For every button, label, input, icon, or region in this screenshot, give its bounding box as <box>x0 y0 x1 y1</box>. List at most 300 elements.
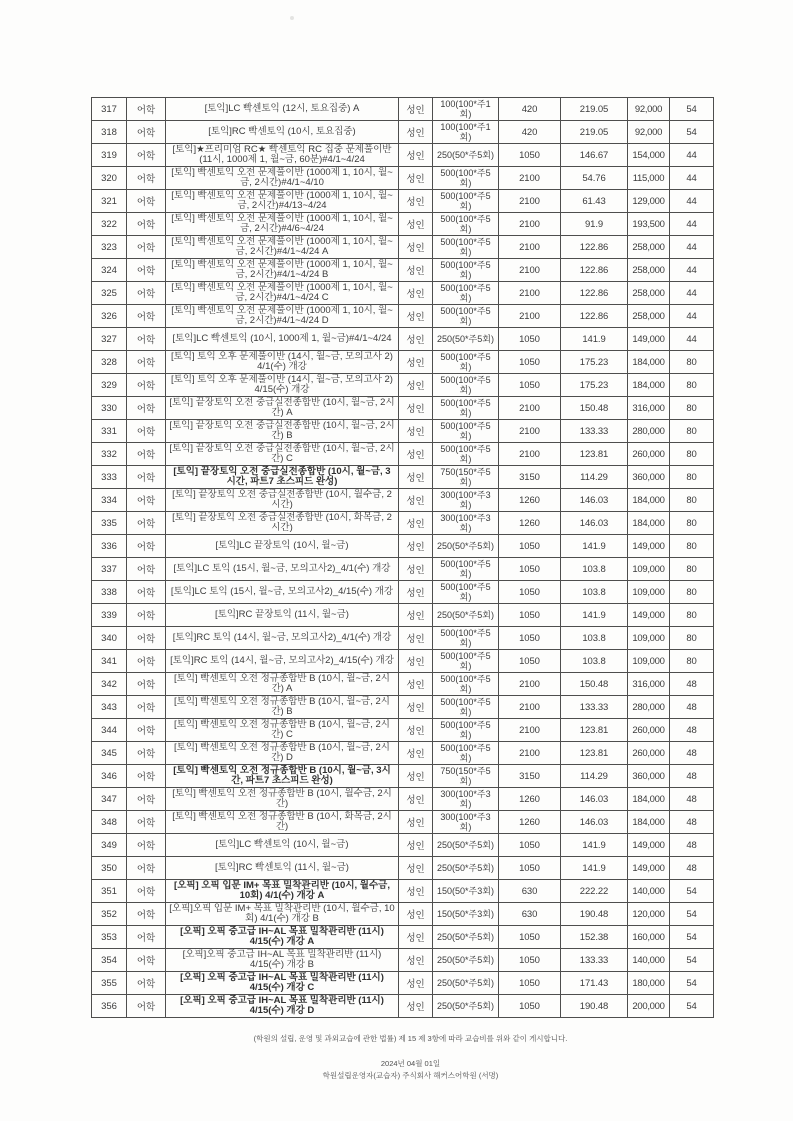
cell-no: 321 <box>92 190 127 213</box>
course-row <box>92 811 714 834</box>
cell-category: 어학 <box>127 512 166 535</box>
cell-name: [오픽]오픽 입문 IM+ 목표 밀착관리반 (10시, 월수금, 10회) 4/1(수) 개강 B <box>166 903 399 926</box>
cell-target: 성인 <box>399 466 433 489</box>
cell-target: 성인 <box>399 420 433 443</box>
cell-capacity: 48 <box>670 719 714 742</box>
cell-hours: 250(50*주5회) <box>433 995 499 1018</box>
cell-capacity: 44 <box>670 190 714 213</box>
cell-hours: 500(100*주5회) <box>433 351 499 374</box>
cell-name: [토익] 빡센토익 오전 정규종합반 B (10시, 월~금, 2시간) D <box>166 742 399 765</box>
cell-name: [토익] 끝장토익 오전 중급실전종합반 (10시, 월~금, 2시간) A <box>166 397 399 420</box>
cell-capacity: 44 <box>670 259 714 282</box>
cell-hours: 500(100*주5회) <box>433 213 499 236</box>
cell-no: 338 <box>92 581 127 604</box>
cell-rate: 146.03 <box>561 512 628 535</box>
cell-total: 1260 <box>499 512 561 535</box>
cell-target: 성인 <box>399 604 433 627</box>
cell-no: 339 <box>92 604 127 627</box>
cell-rate: 190.48 <box>561 995 628 1018</box>
cell-category: 어학 <box>127 972 166 995</box>
cell-hours: 500(100*주5회) <box>433 443 499 466</box>
cell-capacity: 80 <box>670 374 714 397</box>
cell-capacity: 80 <box>670 420 714 443</box>
cell-target: 성인 <box>399 167 433 190</box>
cell-price: 258,000 <box>628 282 670 305</box>
cell-rate: 150.48 <box>561 397 628 420</box>
cell-target: 성인 <box>399 719 433 742</box>
cell-rate: 103.8 <box>561 627 628 650</box>
cell-category: 어학 <box>127 926 166 949</box>
cell-price: 360,000 <box>628 466 670 489</box>
cell-no: 341 <box>92 650 127 673</box>
cell-hours: 250(50*주5회) <box>433 972 499 995</box>
cell-capacity: 80 <box>670 443 714 466</box>
cell-price: 149,000 <box>628 834 670 857</box>
cell-total: 1050 <box>499 834 561 857</box>
cell-name: [토익] 빡센토익 오전 정규종합반 B (10시, 월~금, 3시간, 파트7 초스피드 완성) <box>166 765 399 788</box>
cell-category: 어학 <box>127 650 166 673</box>
cell-no: 329 <box>92 374 127 397</box>
cell-total: 1050 <box>499 926 561 949</box>
cell-hours: 500(100*주5회) <box>433 581 499 604</box>
cell-target: 성인 <box>399 144 433 167</box>
cell-rate: 122.86 <box>561 282 628 305</box>
course-row <box>92 213 714 236</box>
cell-rate: 175.23 <box>561 351 628 374</box>
cell-rate: 150.48 <box>561 673 628 696</box>
cell-total: 1260 <box>499 489 561 512</box>
cell-rate: 141.9 <box>561 535 628 558</box>
cell-target: 성인 <box>399 397 433 420</box>
cell-capacity: 44 <box>670 144 714 167</box>
cell-name: [토익] 빡센토익 오전 정규종합반 B (10시, 월~금, 2시간) B <box>166 696 399 719</box>
cell-capacity: 48 <box>670 811 714 834</box>
cell-category: 어학 <box>127 351 166 374</box>
course-row <box>92 420 714 443</box>
cell-no: 352 <box>92 903 127 926</box>
cell-rate: 222.22 <box>561 880 628 903</box>
cell-name: [오픽]오픽 중고급 IH~AL 목표 밀착관리반 (11시) 4/15(수) 개강 B <box>166 949 399 972</box>
cell-name: [토익]RC 빡센토익 (10시, 토요집중) <box>166 121 399 144</box>
cell-capacity: 54 <box>670 880 714 903</box>
cell-price: 129,000 <box>628 190 670 213</box>
cell-no: 322 <box>92 213 127 236</box>
cell-hours: 250(50*주5회) <box>433 144 499 167</box>
cell-rate: 219.05 <box>561 121 628 144</box>
cell-target: 성인 <box>399 788 433 811</box>
cell-category: 어학 <box>127 397 166 420</box>
cell-no: 354 <box>92 949 127 972</box>
cell-name: [토익]LC 토익 (15시, 월~금, 모의고사2)_4/15(수) 개강 <box>166 581 399 604</box>
cell-price: 184,000 <box>628 374 670 397</box>
cell-capacity: 54 <box>670 903 714 926</box>
course-row <box>92 857 714 880</box>
cell-target: 성인 <box>399 121 433 144</box>
cell-total: 3150 <box>499 466 561 489</box>
cell-hours: 250(50*주5회) <box>433 535 499 558</box>
cell-capacity: 80 <box>670 627 714 650</box>
cell-name: [오픽] 오픽 입문 IM+ 목표 밀착관리반 (10시, 월수금, 10회) 4/1(수) 개강 A <box>166 880 399 903</box>
cell-capacity: 54 <box>670 926 714 949</box>
cell-no: 356 <box>92 995 127 1018</box>
cell-total: 1050 <box>499 650 561 673</box>
course-row <box>92 903 714 926</box>
cell-hours: 100(100*주1회) <box>433 98 499 121</box>
cell-no: 335 <box>92 512 127 535</box>
cell-price: 160,000 <box>628 926 670 949</box>
cell-category: 어학 <box>127 535 166 558</box>
cell-price: 149,000 <box>628 857 670 880</box>
cell-no: 318 <box>92 121 127 144</box>
course-row <box>92 374 714 397</box>
cell-hours: 750(150*주5회) <box>433 765 499 788</box>
cell-name: [토익]RC 토익 (14시, 월~금, 모의고사2)_4/1(수) 개강 <box>166 627 399 650</box>
cell-no: 353 <box>92 926 127 949</box>
cell-category: 어학 <box>127 374 166 397</box>
cell-name: [토익] 토익 오후 문제풀이반 (14시, 월~금, 모의고사 2) 4/15(수) 개강 <box>166 374 399 397</box>
cell-category: 어학 <box>127 420 166 443</box>
legal-notice-text: (학원의 설립, 운영 및 과외교습에 관한 법률) 제 15 제 3항에 따라 교습비를 위와 같이 게시합니다. <box>253 1034 568 1043</box>
cell-rate: 133.33 <box>561 420 628 443</box>
cell-category: 어학 <box>127 190 166 213</box>
cell-capacity: 80 <box>670 604 714 627</box>
cell-price: 140,000 <box>628 949 670 972</box>
cell-no: 333 <box>92 466 127 489</box>
cell-rate: 146.03 <box>561 811 628 834</box>
cell-capacity: 80 <box>670 397 714 420</box>
cell-capacity: 48 <box>670 673 714 696</box>
cell-name: [토익] 빡센토익 오전 문제풀이반 (1000제 1, 10시, 월~금, 2시간)#4/1~4/10 <box>166 167 399 190</box>
cell-total: 630 <box>499 880 561 903</box>
cell-rate: 61.43 <box>561 190 628 213</box>
cell-target: 성인 <box>399 995 433 1018</box>
cell-category: 어학 <box>127 581 166 604</box>
cell-total: 420 <box>499 98 561 121</box>
cell-category: 어학 <box>127 719 166 742</box>
course-row <box>92 489 714 512</box>
cell-hours: 500(100*주5회) <box>433 696 499 719</box>
cell-name: [토익] 빡센토익 오전 문제풀이반 (1000제 1, 10시, 월~금, 2시간)#4/1~4/24 C <box>166 282 399 305</box>
cell-price: 258,000 <box>628 236 670 259</box>
cell-category: 어학 <box>127 765 166 788</box>
cell-price: 184,000 <box>628 351 670 374</box>
cell-price: 109,000 <box>628 581 670 604</box>
cell-capacity: 80 <box>670 489 714 512</box>
course-row <box>92 880 714 903</box>
cell-no: 320 <box>92 167 127 190</box>
cell-hours: 500(100*주5회) <box>433 190 499 213</box>
cell-name: [토익]LC 토익 (15시, 월~금, 모의고사2)_4/1(수) 개강 <box>166 558 399 581</box>
footer <box>14 1034 793 1080</box>
cell-category: 어학 <box>127 98 166 121</box>
cell-hours: 500(100*주5회) <box>433 397 499 420</box>
cell-total: 630 <box>499 903 561 926</box>
cell-no: 349 <box>92 834 127 857</box>
cell-capacity: 80 <box>670 535 714 558</box>
posting-date: 2024년 04월 01일 <box>380 1059 441 1068</box>
cell-price: 258,000 <box>628 305 670 328</box>
cell-category: 어학 <box>127 489 166 512</box>
cell-price: 120,000 <box>628 903 670 926</box>
cell-capacity: 44 <box>670 282 714 305</box>
course-row <box>92 788 714 811</box>
cell-name: [오픽] 오픽 중고급 IH~AL 목표 밀착관리반 (11시) 4/15(수) 개강 A <box>166 926 399 949</box>
cell-total: 1050 <box>499 535 561 558</box>
cell-hours: 500(100*주5회) <box>433 259 499 282</box>
cell-hours: 500(100*주5회) <box>433 650 499 673</box>
cell-capacity: 48 <box>670 696 714 719</box>
cell-capacity: 48 <box>670 765 714 788</box>
course-row <box>92 926 714 949</box>
cell-capacity: 80 <box>670 650 714 673</box>
cell-hours: 500(100*주5회) <box>433 167 499 190</box>
cell-price: 149,000 <box>628 535 670 558</box>
cell-price: 149,000 <box>628 604 670 627</box>
cell-total: 2100 <box>499 213 561 236</box>
cell-hours: 150(50*주3회) <box>433 903 499 926</box>
cell-price: 316,000 <box>628 673 670 696</box>
cell-no: 347 <box>92 788 127 811</box>
course-row <box>92 512 714 535</box>
cell-capacity: 48 <box>670 857 714 880</box>
cell-rate: 103.8 <box>561 581 628 604</box>
cell-category: 어학 <box>127 811 166 834</box>
cell-total: 2100 <box>499 443 561 466</box>
cell-capacity: 54 <box>670 995 714 1018</box>
cell-target: 성인 <box>399 673 433 696</box>
cell-name: [토익] 토익 오후 문제풀이반 (14시, 월~금, 모의고사 2) 4/1(수) 개강 <box>166 351 399 374</box>
cell-category: 어학 <box>127 558 166 581</box>
cell-target: 성인 <box>399 351 433 374</box>
cell-total: 2100 <box>499 282 561 305</box>
cell-target: 성인 <box>399 190 433 213</box>
cell-hours: 500(100*주5회) <box>433 719 499 742</box>
cell-price: 316,000 <box>628 397 670 420</box>
course-row <box>92 535 714 558</box>
cell-price: 149,000 <box>628 328 670 351</box>
cell-name: [토익]LC 빡센토익 (12시, 토요집중) A <box>166 98 399 121</box>
cell-name: [토익] 빡센토익 오전 문제풀이반 (1000제 1, 10시, 월~금, 2시간)#4/6~4/24 <box>166 213 399 236</box>
cell-total: 2100 <box>499 696 561 719</box>
cell-no: 355 <box>92 972 127 995</box>
cell-capacity: 80 <box>670 351 714 374</box>
cell-no: 350 <box>92 857 127 880</box>
cell-category: 어학 <box>127 696 166 719</box>
cell-rate: 103.8 <box>561 558 628 581</box>
cell-rate: 141.9 <box>561 328 628 351</box>
cell-target: 성인 <box>399 98 433 121</box>
course-row <box>92 673 714 696</box>
cell-hours: 750(150*주5회) <box>433 466 499 489</box>
course-row <box>92 121 714 144</box>
cell-total: 1050 <box>499 604 561 627</box>
cell-no: 351 <box>92 880 127 903</box>
cell-rate: 146.67 <box>561 144 628 167</box>
cell-category: 어학 <box>127 903 166 926</box>
cell-price: 154,000 <box>628 144 670 167</box>
cell-capacity: 44 <box>670 328 714 351</box>
cell-category: 어학 <box>127 880 166 903</box>
cell-category: 어학 <box>127 834 166 857</box>
cell-capacity: 80 <box>670 581 714 604</box>
cell-no: 340 <box>92 627 127 650</box>
cell-category: 어학 <box>127 443 166 466</box>
cell-no: 332 <box>92 443 127 466</box>
cell-rate: 190.48 <box>561 903 628 926</box>
cell-no: 319 <box>92 144 127 167</box>
course-row <box>92 236 714 259</box>
cell-capacity: 44 <box>670 167 714 190</box>
cell-rate: 123.81 <box>561 719 628 742</box>
cell-no: 337 <box>92 558 127 581</box>
cell-total: 1050 <box>499 581 561 604</box>
cell-rate: 103.8 <box>561 650 628 673</box>
cell-price: 184,000 <box>628 811 670 834</box>
cell-name: [토익]LC 빡센토익 (10시, 월~금) <box>166 834 399 857</box>
cell-target: 성인 <box>399 857 433 880</box>
cell-total: 1050 <box>499 351 561 374</box>
cell-no: 343 <box>92 696 127 719</box>
cell-no: 336 <box>92 535 127 558</box>
cell-capacity: 54 <box>670 121 714 144</box>
signer-line: 학원설립운영자(교습자) 주식회사 해커스어학원 (서명) <box>322 1071 499 1080</box>
cell-hours: 500(100*주5회) <box>433 374 499 397</box>
cell-total: 1050 <box>499 857 561 880</box>
cell-target: 성인 <box>399 627 433 650</box>
cell-capacity: 54 <box>670 98 714 121</box>
cell-total: 1050 <box>499 328 561 351</box>
cell-total: 1050 <box>499 995 561 1018</box>
cell-total: 3150 <box>499 765 561 788</box>
course-row <box>92 696 714 719</box>
cell-rate: 133.33 <box>561 949 628 972</box>
cell-hours: 500(100*주5회) <box>433 282 499 305</box>
cell-name: [토익]★프리미엄 RC★ 빡센토익 RC 집중 문제풀이반 (11시, 1000제 1, 월~금, 60분)#4/1~4/24 <box>166 144 399 167</box>
cell-no: 326 <box>92 305 127 328</box>
cell-name: [토익]RC 빡센토익 (11시, 월~금) <box>166 857 399 880</box>
cell-price: 280,000 <box>628 696 670 719</box>
cell-capacity: 80 <box>670 512 714 535</box>
cell-hours: 250(50*주5회) <box>433 604 499 627</box>
course-row <box>92 466 714 489</box>
course-row <box>92 282 714 305</box>
cell-total: 1050 <box>499 558 561 581</box>
cell-capacity: 44 <box>670 236 714 259</box>
cell-capacity: 54 <box>670 949 714 972</box>
course-row <box>92 259 714 282</box>
cell-hours: 250(50*주5회) <box>433 857 499 880</box>
cell-hours: 500(100*주5회) <box>433 627 499 650</box>
cell-target: 성인 <box>399 213 433 236</box>
cell-total: 1260 <box>499 811 561 834</box>
course-row <box>92 949 714 972</box>
cell-target: 성인 <box>399 903 433 926</box>
cell-hours: 300(100*주3회) <box>433 512 499 535</box>
cell-name: [토익] 빡센토익 오전 문제풀이반 (1000제 1, 10시, 월~금, 2시간)#4/1~4/24 D <box>166 305 399 328</box>
cell-category: 어학 <box>127 305 166 328</box>
cell-capacity: 44 <box>670 213 714 236</box>
cell-price: 184,000 <box>628 489 670 512</box>
cell-category: 어학 <box>127 236 166 259</box>
cell-total: 1050 <box>499 972 561 995</box>
cell-no: 344 <box>92 719 127 742</box>
course-row <box>92 581 714 604</box>
cell-category: 어학 <box>127 742 166 765</box>
cell-price: 92,000 <box>628 98 670 121</box>
cell-rate: 175.23 <box>561 374 628 397</box>
cell-no: 327 <box>92 328 127 351</box>
course-row <box>92 765 714 788</box>
cell-price: 109,000 <box>628 558 670 581</box>
cell-no: 330 <box>92 397 127 420</box>
cell-hours: 250(50*주5회) <box>433 949 499 972</box>
course-row <box>92 834 714 857</box>
cell-target: 성인 <box>399 328 433 351</box>
cell-rate: 123.81 <box>561 742 628 765</box>
cell-capacity: 80 <box>670 558 714 581</box>
cell-total: 2100 <box>499 305 561 328</box>
cell-category: 어학 <box>127 604 166 627</box>
cell-name: [토익] 끝장토익 오전 중급실전종합반 (10시, 월수금, 2시간) <box>166 489 399 512</box>
cell-target: 성인 <box>399 305 433 328</box>
cell-hours: 500(100*주5회) <box>433 305 499 328</box>
cell-no: 342 <box>92 673 127 696</box>
cell-category: 어학 <box>127 213 166 236</box>
cell-name: [토익] 끝장토익 오전 중급실전종합반 (10시, 월~금, 2시간) C <box>166 443 399 466</box>
cell-price: 92,000 <box>628 121 670 144</box>
cell-price: 360,000 <box>628 765 670 788</box>
course-row <box>92 144 714 167</box>
cell-price: 109,000 <box>628 650 670 673</box>
cell-hours: 300(100*주3회) <box>433 788 499 811</box>
cell-price: 193,500 <box>628 213 670 236</box>
cell-name: [토익]RC 토익 (14시, 월~금, 모의고사2)_4/15(수) 개강 <box>166 650 399 673</box>
cell-target: 성인 <box>399 236 433 259</box>
course-row <box>92 397 714 420</box>
cell-rate: 152.38 <box>561 926 628 949</box>
cell-name: [토익] 빡센토익 오전 문제풀이반 (1000제 1, 10시, 월~금, 2시간)#4/1~4/24 B <box>166 259 399 282</box>
course-row <box>92 604 714 627</box>
scan-artifact-dot <box>290 16 294 20</box>
cell-total: 1050 <box>499 627 561 650</box>
cell-rate: 122.86 <box>561 259 628 282</box>
cell-rate: 146.03 <box>561 788 628 811</box>
course-row <box>92 995 714 1018</box>
cell-no: 324 <box>92 259 127 282</box>
cell-name: [토익] 빡센토익 오전 문제풀이반 (1000제 1, 10시, 월~금, 2시간)#4/1~4/24 A <box>166 236 399 259</box>
cell-capacity: 80 <box>670 466 714 489</box>
cell-target: 성인 <box>399 811 433 834</box>
cell-capacity: 48 <box>670 834 714 857</box>
course-row <box>92 351 714 374</box>
cell-total: 2100 <box>499 420 561 443</box>
cell-target: 성인 <box>399 949 433 972</box>
cell-target: 성인 <box>399 742 433 765</box>
cell-capacity: 44 <box>670 305 714 328</box>
cell-target: 성인 <box>399 374 433 397</box>
cell-target: 성인 <box>399 650 433 673</box>
cell-total: 2100 <box>499 673 561 696</box>
cell-category: 어학 <box>127 282 166 305</box>
cell-price: 140,000 <box>628 880 670 903</box>
cell-total: 2100 <box>499 236 561 259</box>
cell-rate: 123.81 <box>561 443 628 466</box>
cell-name: [토익] 끝장토익 오전 중급실전종합반 (10시, 월~금, 2시간) B <box>166 420 399 443</box>
cell-price: 115,000 <box>628 167 670 190</box>
cell-price: 260,000 <box>628 742 670 765</box>
cell-capacity: 54 <box>670 972 714 995</box>
cell-category: 어학 <box>127 328 166 351</box>
